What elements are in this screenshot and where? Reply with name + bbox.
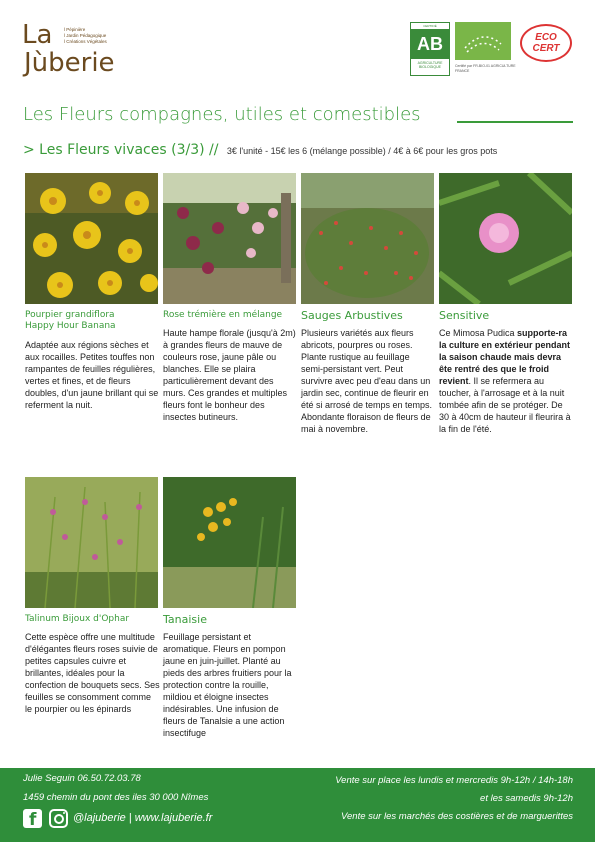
price-note: 3€ l'unité - 15€ les 6 (mélange possible) / 4€ à 6€ pour les gros pots [226,146,498,156]
logo-tagline-2: l Jardin Pédagogique [64,33,107,38]
talinum-image [25,477,158,608]
sage-bush-image [301,173,434,304]
plant-title-sauges: Sauges Arbustives [301,309,403,322]
plant-title-rose-tremiere: Rose trémière en mélange [163,310,283,320]
footer-social-links[interactable]: @lajuberie | www.lajuberie.fr [73,812,213,824]
footer-hours-1: Vente sur place les lundis et mercredis 9h-12h / 14h-18h [335,775,573,786]
plant-desc-rose-tremiere: Haute hampe florale (jusqu'à 2m) à grandes fleurs de mauve de couleurs rose, jaune pâle ou blanches. Elle se plaira particulièrement devant des murs. Ces grandes et multiples fleurs font le bonheur des insectes butineurs. [163,328,296,422]
ab-bottom-label: AGRICULTURE BIOLOGIQUE [417,61,443,69]
mimosa-image [439,173,572,304]
logo-tagline [64,27,134,45]
logo-tagline-1: l Pépinière [64,27,86,32]
page-title: Les Fleurs compagnes, utiles et comestibles [23,104,421,125]
facebook-icon[interactable]: f [23,809,42,828]
plant-desc-pourpier: Adaptée aux régions sèches et aux rocailles. Petites touffes non rampantes de feuilles régulières, vertes et fines, et de fleurs doubles, d'un jaune brillant qui se referment la nuit. [25,340,159,410]
title-divider [457,121,573,123]
eu-organic-leaf-logo [455,22,511,60]
desc-bold: supporte-ra la culture en extérieur pendant la saison chaude mais devra ête rentré des que le froid revient [439,328,571,386]
yellow-flowers-image [25,173,158,304]
logo-tagline-3: l Créations Végétales [64,39,107,44]
footer-hours-2: et les samedis 9h-12h [480,793,573,804]
ecocert-logo: ECO CERT [520,24,572,62]
ab-top-label: CERTIFIÉ [411,23,449,29]
photo-pourpier [25,173,158,304]
eu-stars-icon [455,22,511,60]
photo-tanaisie [163,477,296,608]
footer-bar [0,768,595,842]
photo-rose-tremiere [163,173,296,304]
desc-pre: Ce Mimosa Pudica [439,328,518,338]
photo-sauges [301,173,434,304]
hollyhock-image [163,173,296,304]
photo-talinum [25,477,158,608]
ab-certification-logo [410,22,450,76]
plant-title-talinum: Talinum Bijoux d'Ophar [25,614,130,624]
ab-mark: AB [411,29,449,59]
desc-post: . Il se refermera au toucher, à l'arrosage et à la nuit tombée afin de se protéger. De 30 à 40cm de hauteur il fleurira à la fin de l'été. [439,376,571,434]
plant-title-tanaisie: Tanaisie [163,613,207,626]
eu-certification-text: Certifié par FR-BIO-01 AGRICULTURE FRANCE [455,64,516,73]
juberie-logo [22,22,132,82]
footer-name-phone: Julie Seguin 06.50.72.03.78 [23,773,141,784]
plant-title-line-2: Happy Hour Banana [25,321,116,331]
footer-address: 1459 chemin du pont des iles 30 000 Nîmes [23,792,209,803]
section-subtitle [23,141,497,159]
tansy-image [163,477,296,608]
plant-title-pourpier [25,310,116,332]
photo-sensitive [439,173,572,304]
plant-title-sensitive: Sensitive [439,309,490,322]
footer-markets: Vente sur les marchés des costières et de marguerittes [341,811,573,822]
subtitle-main: > Les Fleurs vivaces (3/3) // [23,142,219,158]
plant-desc-talinum: Cette espèce offre une multitude d'élégantes fleurs roses suivie de petites capsules cuivre et brillantes, idéales pour la confection de bouquets secs. Ses feuilles se consomment comme le pourpier ou les épinards [25,632,160,714]
logo-word-juberie: Jùberie [24,48,115,78]
instagram-icon[interactable] [49,809,68,828]
plant-desc-tanaisie: Feuillage persistant et aromatique. Fleurs en pompon jaune en juin-juillet. Planté au pieds des arbres fruitiers pour la protection contre la rouille, mildiou et éloigne insectes indésirables. Une infusion de fleurs de Tanalsie a une action insectifuge [163,632,292,738]
plant-title-line-1: Pourpier grandiflora [25,310,115,320]
plant-desc-sensitive [439,327,572,435]
logo-word-la: La [22,20,53,50]
plant-desc-sauges: Plusieurs variétés aux fleurs abricots, pourpres ou roses. Plante rustique au feuillage semi-persistant vert. Peut survivre avec peu d'eau dans un jardin sec, continue de fleurir en été si arrosé de temps en temps. Abondante floraison de fleurs de mai à novembre. [301,328,433,434]
